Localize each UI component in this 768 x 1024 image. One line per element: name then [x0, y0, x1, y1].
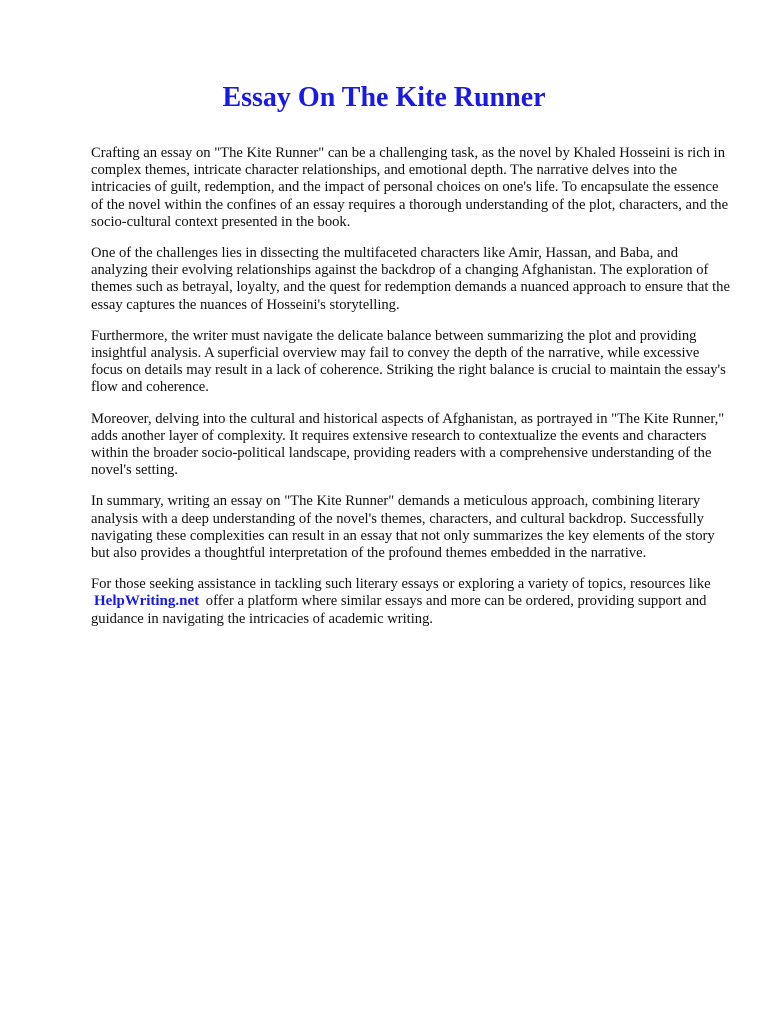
- paragraph-6: [91, 576, 731, 628]
- paragraph-5: In summary, writing an essay on "The Kite Runner" demands a meticulous approach, combining literary analysis with a deep understanding of the novel's themes, characters, and cultural backdrop. Successfully navigating these complexities can result in an essay that not only summarizes the key elements of the story but also provides a thoughtful interpretation of the profound themes embedded in the narrative.: [91, 493, 715, 562]
- paragraph-1: Crafting an essay on "The Kite Runner" can be a challenging task, as the novel by Khaled Hosseini is rich in complex themes, intricate character relationships, and emotional depth. The narrative delves into the intricacies of guilt, redemption, and the impact of personal choices on one's life. To encapsulate the essence of the novel within the confines of an essay requires a thorough understanding of the plot, characters, and the socio-cultural context presented in the book.: [91, 145, 729, 230]
- page-title: Essay On The Kite Runner: [222, 82, 546, 113]
- paragraph-4: Moreover, delving into the cultural and historical aspects of Afghanistan, as portrayed in "The Kite Runner," adds another layer of complexity. It requires extensive research to contextualize the events and characters within the broader socio-political landscape, providing readers with a comprehensive understanding of the novel's setting.: [91, 410, 725, 479]
- paragraph-2: One of the challenges lies in dissecting the multifaceted characters like Amir, Hassan, and Baba, and analyzing their evolving relationships against the backdrop of a changing Afghanistan. The exploration of themes such as betrayal, loyalty, and the quest for redemption demands a nuanced approach to ensure that the essay captures the nuances of Hosseini's storytelling.: [91, 245, 730, 313]
- paragraph-6-lead: For those seeking assistance in tackling such literary essays or exploring a variety of topics, resources like: [91, 576, 711, 593]
- helpwriting-link[interactable]: HelpWriting.net: [94, 593, 200, 610]
- essay-body: [91, 145, 731, 642]
- paragraph-3: Furthermore, the writer must navigate the delicate balance between summarizing the plot and providing insightful analysis. A superficial overview may fail to convey the depth of the narrative, while excessive focus on details may result in a lack of coherence. Striking the right balance is crucial to maintain the essay's flow and coherence.: [91, 327, 726, 396]
- paragraph-6-tail: offer a platform where similar essays and more can be ordered, providing support and guidance in navigating the intricacies of academic writing.: [91, 593, 707, 627]
